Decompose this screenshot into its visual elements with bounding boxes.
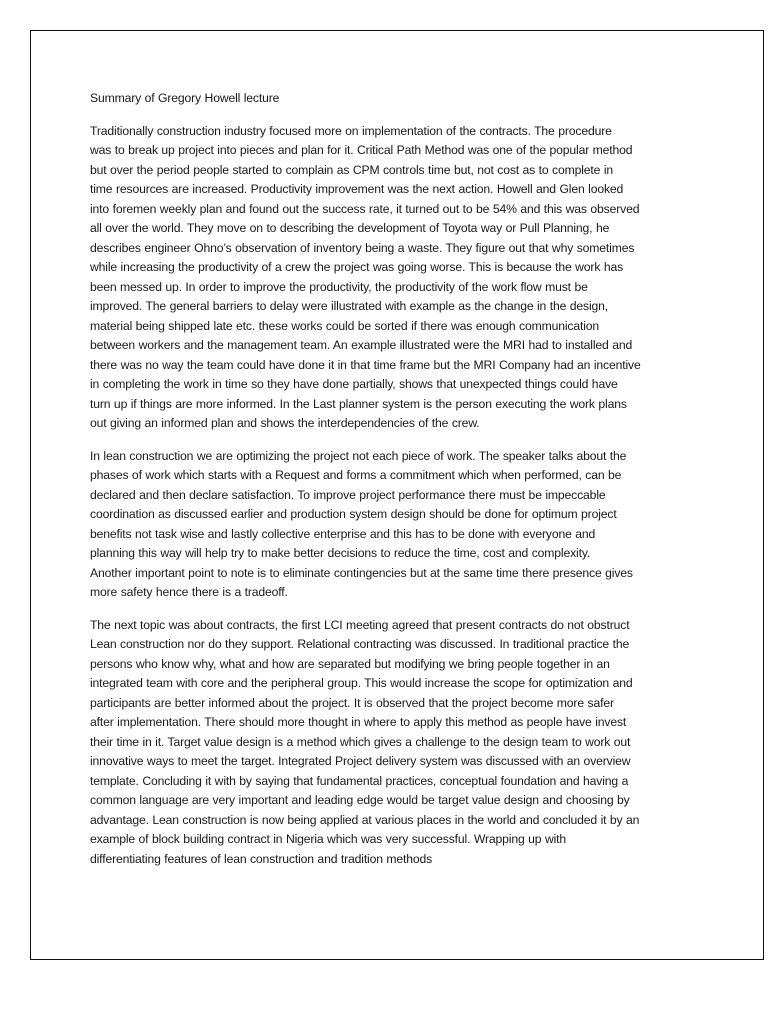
text-line: material being shipped late etc. these works could be sorted if there was enough communication (90, 318, 600, 333)
text-line: after implementation. There should more thought in where to apply this method as people have invest (90, 715, 627, 729)
text-line: persons who know why, what and how are separated but modifying we bring people together in an (90, 656, 610, 671)
text-line: innovative ways to meet the target. Integrated Project delivery system was discussed with an overview (90, 754, 631, 768)
text-line: coordination as discussed earlier and production system design should be done for optimum project (90, 507, 617, 521)
text-line: Traditionally construction industry focused more on implementation of the contracts. The procedure (90, 123, 612, 138)
text-line: there was no way the team could have done it in that time frame but the MRI Company had an incentive (90, 357, 641, 372)
text-line: between workers and the management team. An example illustrated were the MRI had to installed and (90, 338, 633, 352)
text-line: template. Concluding it with by saying that fundamental practices, conceptual foundation and having a (90, 773, 629, 788)
text-line: integrated team with core and the peripheral group. This would increase the scope for optimization and (90, 676, 633, 690)
paragraph-3 (90, 616, 678, 870)
document-page (30, 30, 764, 960)
text-line: Another important point to note is to eliminate contingencies but at the same time there presence gives (90, 565, 633, 580)
text-line: more safety hence there is a tradeoff. (90, 585, 288, 599)
text-line: advantage. Lean construction is now being applied at various places in the world and concluded it by an (90, 812, 640, 827)
text-line: common language are very important and leading edge would be target value design and choosing by (90, 793, 630, 807)
document-title: Summary of Gregory Howell lecture (90, 91, 280, 105)
text-line: while increasing the productivity of a crew the project was going worse. This is because the work has (90, 260, 624, 274)
text-line: turn up if things are more informed. In the Last planner system is the person executing the work plans (90, 396, 627, 411)
text-line: participants are better informed about the project. It is observed that the project become more safer (90, 695, 614, 710)
text-line: phases of work which starts with a Request and forms a commitment which when performed, can be (90, 468, 622, 482)
text-line: describes engineer Ohno’s observation of inventory being a waste. They figure out that why sometimes (90, 240, 635, 255)
text-line: their time in it. Target value design is a method which gives a challenge to the design team to work out (90, 734, 631, 749)
text-line: The next topic was about contracts, the first LCI meeting agreed that present contracts do not obstruct (90, 617, 630, 632)
text-line: In lean construction we are optimizing the project not each piece of work. The speaker talks about the (90, 448, 627, 463)
text-line: declared and then declare satisfaction. To improve project performance there must be impeccable (90, 487, 606, 502)
text-line: example of block building contract in Nigeria which was very successful. Wrapping up with (90, 832, 567, 846)
text-line: but over the period people started to complain as CPM controls time but, not cost as to complete in (90, 162, 614, 177)
paragraph-1 (90, 122, 678, 434)
text-line: been messed up. In order to improve the productivity, the productivity of the work flow must be (90, 279, 588, 294)
text-line: out giving an informed plan and shows the interdependencies of the crew. (90, 416, 480, 430)
text-line: all over the world. They move on to describing the development of Toyota way or Pull Planning, he (90, 221, 610, 235)
text-line: benefits not task wise and lastly collective enterprise and this has to be done with everyone and (90, 526, 596, 541)
text-line: planning this way will help try to make better decisions to reduce the time, cost and complexity. (90, 546, 591, 560)
text-line: differentiating features of lean construction and tradition methods (90, 851, 433, 866)
paragraph-2 (90, 447, 678, 603)
document-body (90, 89, 678, 882)
text-line: into foremen weekly plan and found out the success rate, it turned out to be 54% and this was observed (90, 201, 640, 216)
text-line: time resources are increased. Productivity improvement was the next action. Howell and Glen looked (90, 182, 624, 196)
text-line: in completing the work in time so they have done partially, shows that unexpected things could have (90, 377, 618, 391)
text-line: improved. The general barriers to delay were illustrated with example as the change in the design, (90, 299, 608, 313)
text-line: Lean construction nor do they support. Relational contracting was discussed. In traditional practice the (90, 637, 630, 651)
text-line: was to break up project into pieces and plan for it. Critical Path Method was one of the popular method (90, 143, 633, 157)
